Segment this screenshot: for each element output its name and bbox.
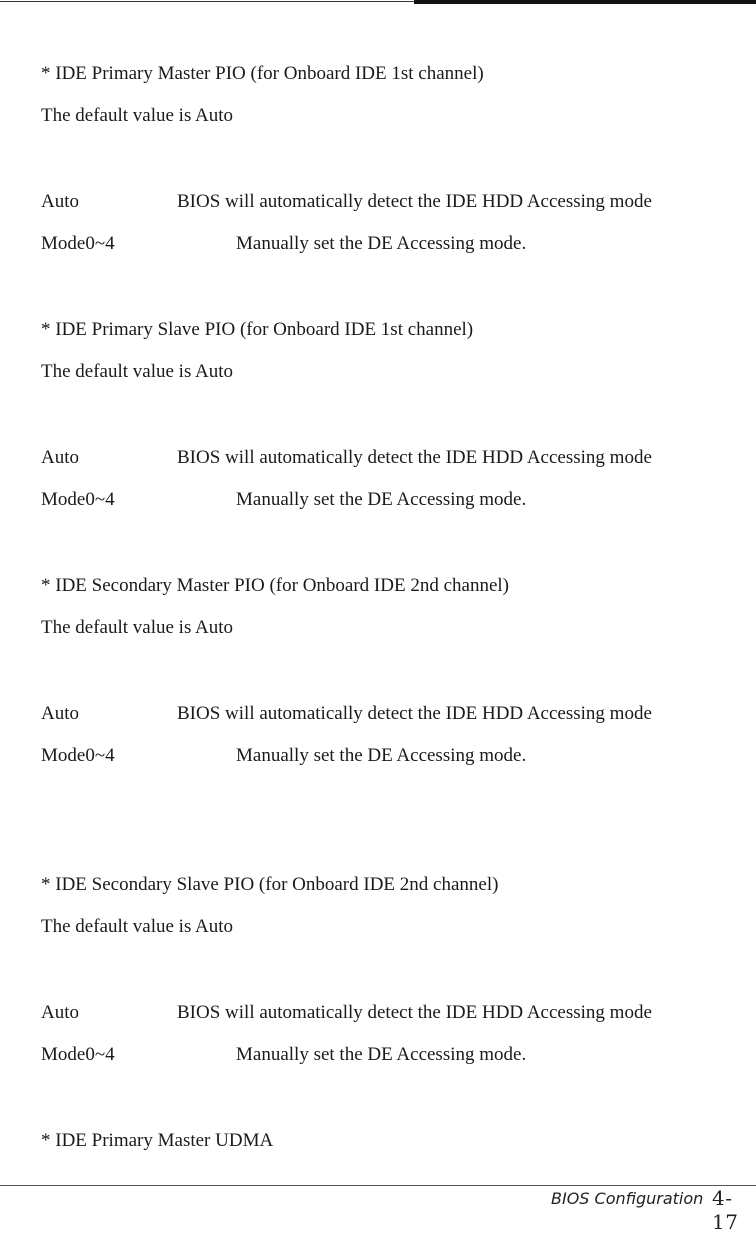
option-description: Manually set the DE Accessing mode. <box>236 233 527 254</box>
option-name: Mode0~4 <box>41 489 115 510</box>
page-number: 4-17 <box>712 1186 739 1234</box>
option-description: BIOS will automatically detect the IDE HDD Accessing mode <box>177 703 652 724</box>
section-heading: * IDE Primary Master PIO (for Onboard IDE 1st channel) <box>41 63 484 84</box>
section-heading: * IDE Primary Master UDMA <box>41 1130 274 1151</box>
header-rule-thick <box>414 0 756 4</box>
option-name: Auto <box>41 1002 79 1023</box>
option-name: Mode0~4 <box>41 233 115 254</box>
option-name: Auto <box>41 447 79 468</box>
default-value-text: The default value is Auto <box>41 361 234 382</box>
option-description: BIOS will automatically detect the IDE HDD Accessing mode <box>177 191 652 212</box>
option-name: Auto <box>41 191 79 212</box>
option-description: Manually set the DE Accessing mode. <box>236 489 527 510</box>
default-value-text: The default value is Auto <box>41 916 234 937</box>
section-heading: * IDE Secondary Slave PIO (for Onboard IDE 2nd channel) <box>41 874 499 895</box>
option-description: BIOS will automatically detect the IDE HDD Accessing mode <box>177 1002 652 1023</box>
option-description: Manually set the DE Accessing mode. <box>236 745 527 766</box>
section-heading: * IDE Secondary Master PIO (for Onboard IDE 2nd channel) <box>41 575 509 596</box>
option-name: Mode0~4 <box>41 1044 115 1065</box>
option-description: BIOS will automatically detect the IDE HDD Accessing mode <box>177 447 652 468</box>
option-description: Manually set the DE Accessing mode. <box>236 1044 527 1065</box>
option-name: Mode0~4 <box>41 745 115 766</box>
footer-rule <box>0 1185 756 1186</box>
section-heading: * IDE Primary Slave PIO (for Onboard IDE 1st channel) <box>41 319 474 340</box>
option-name: Auto <box>41 703 79 724</box>
default-value-text: The default value is Auto <box>41 617 234 638</box>
footer-section-title: BIOS Configuration <box>551 1189 704 1208</box>
default-value-text: The default value is Auto <box>41 105 234 126</box>
header-rule-thin <box>0 1 414 2</box>
